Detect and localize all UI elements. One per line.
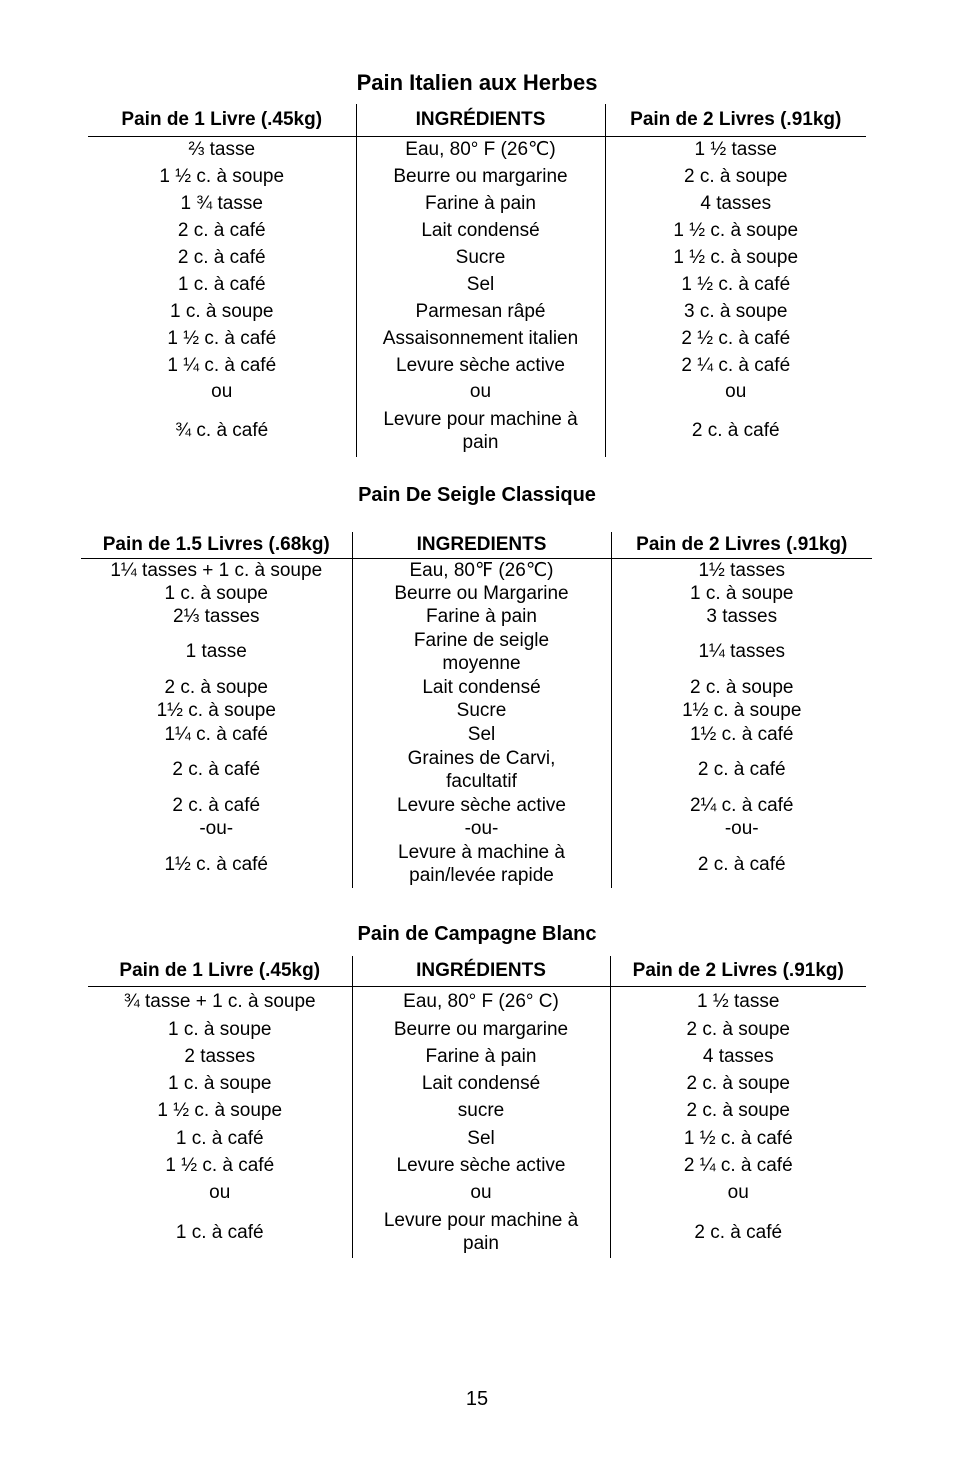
table-row — [88, 163, 866, 190]
quantity-large-cell: 1½ tasses — [698, 559, 786, 581]
ingredient-cell: Parmesan râpé — [356, 298, 605, 325]
quantity-small-cell: 2 c. à café — [172, 794, 261, 816]
quantity-small-cell: -ou- — [199, 818, 234, 839]
table-row — [88, 1070, 866, 1097]
ingredient-cell: Assaisonnement italien — [356, 325, 605, 352]
table-row — [88, 1179, 866, 1206]
quantity-large-cell: 1 ½ c. à soupe — [673, 247, 799, 268]
ingredient-cell: Levure pour machine à pain — [356, 404, 605, 457]
header-cell: INGRÉDIENTS — [356, 104, 605, 136]
quantity-large-cell: 2 c. à soupe — [686, 1019, 791, 1040]
ingredient-cell: Levure pour machine à pain — [352, 1206, 610, 1258]
quantity-large-cell: 2 c. à café — [691, 420, 780, 441]
recipe-title: Pain Italien aux Herbes — [356, 70, 598, 95]
quantity-large-cell: 1 ½ c. à café — [681, 274, 791, 295]
quantity-small-cell: 1 c. à café — [175, 1127, 264, 1149]
table-row — [81, 840, 872, 888]
header-cell: Pain de 2 Livres (.91kg) — [610, 956, 866, 986]
quantity-large-cell: 1 ½ tasse — [697, 990, 780, 1012]
quantity-large-cell: ou — [725, 381, 747, 402]
ingredient-cell: Levure sèche active — [352, 1152, 610, 1179]
quantity-small-cell: 1 c. à soupe — [164, 583, 269, 604]
recipe-table — [81, 532, 872, 888]
quantity-small-cell: 1½ c. à soupe — [156, 700, 276, 721]
quantity-large-cell: 3 tasses — [706, 606, 778, 627]
table-row — [81, 605, 872, 628]
table-row — [88, 1016, 866, 1043]
quantity-small-cell: 1½ c. à café — [164, 853, 268, 875]
ingredient-cell: Eau, 80° F (26℃) — [356, 136, 605, 163]
quantity-small-cell: 1 ½ c. à soupe — [157, 1100, 283, 1121]
recipe-classic-rye-bread — [0, 470, 954, 920]
quantity-small-cell: 1 ½ c. à café — [165, 1155, 275, 1176]
quantity-large-cell: 1 ½ c. à café — [683, 1127, 793, 1149]
quantity-large-cell: 2 c. à soupe — [683, 166, 788, 187]
ingredient-cell: Farine à pain — [352, 1043, 610, 1070]
quantity-small-cell: 1¼ tasses + 1 c. à soupe — [110, 559, 323, 581]
ingredient-cell: Beurre ou margarine — [356, 163, 605, 190]
ingredient-cell: Farine de seigle moyenne — [352, 628, 611, 675]
quantity-large-cell: ou — [727, 1182, 749, 1203]
quantity-small-cell: 1 ¾ tasse — [180, 193, 263, 214]
header-cell: Pain de 1 Livre (.45kg) — [88, 956, 352, 986]
ingredient-cell: Farine à pain — [356, 190, 605, 217]
header-cell: Pain de 1.5 Livres (.68kg) — [81, 532, 352, 558]
quantity-large-cell: 1 c. à soupe — [689, 583, 794, 604]
quantity-large-cell: 2¼ c. à café — [689, 794, 794, 816]
table-row — [88, 325, 866, 352]
ingredient-cell: Sel — [352, 722, 611, 746]
quantity-small-cell: 2 c. à soupe — [164, 676, 269, 698]
ingredient-cell: Lait condensé — [352, 675, 611, 699]
recipe-table — [88, 956, 866, 1258]
quantity-small-cell: 2 tasses — [184, 1046, 256, 1067]
table-row — [88, 136, 866, 163]
quantity-small-cell: ⅔ tasse — [188, 139, 256, 161]
ingredient-cell: Farine à pain — [352, 605, 611, 628]
ingredient-cell: Levure à machine à pain/levée rapide — [352, 840, 611, 888]
quantity-small-cell: 1 c. à soupe — [167, 1019, 272, 1040]
quantity-small-cell: ¾ tasse + 1 c. à soupe — [123, 990, 316, 1012]
ingredient-cell: sucre — [352, 1097, 610, 1124]
header-cell: Pain de 2 Livres (.91kg) — [605, 104, 866, 136]
table-row — [88, 190, 866, 217]
table-row — [88, 379, 866, 404]
ingredient-cell: Sucre — [356, 244, 605, 271]
recipe-white-country-bread — [0, 920, 954, 1280]
ingredient-cell: Levure sèche active — [356, 352, 605, 379]
header-cell: Pain de 1 Livre (.45kg) — [88, 104, 356, 136]
table-row — [88, 1206, 866, 1258]
quantity-large-cell: 2 c. à soupe — [686, 1100, 791, 1121]
quantity-large-cell: 1 ½ tasse — [694, 139, 777, 161]
ingredient-cell: Eau, 80° F (26° C) — [352, 986, 610, 1016]
recipe-table — [88, 104, 866, 457]
table-row — [88, 1043, 866, 1070]
quantity-large-cell: 3 c. à soupe — [683, 301, 788, 322]
quantity-large-cell: 1½ c. à café — [689, 723, 794, 745]
table-row — [81, 699, 872, 722]
table-row — [88, 352, 866, 379]
ingredient-cell: ou — [356, 379, 605, 404]
table-row — [81, 746, 872, 793]
quantity-small-cell: 2 c. à café — [177, 220, 266, 241]
quantity-large-cell: 1 ½ c. à soupe — [673, 220, 799, 241]
table-row — [81, 558, 872, 582]
quantity-large-cell: 4 tasses — [702, 1046, 774, 1067]
table-row — [88, 298, 866, 325]
quantity-small-cell: 1 ½ c. à café — [167, 328, 277, 349]
ingredient-cell: Lait condensé — [356, 217, 605, 244]
recipe-title: Pain de Campagne Blanc — [357, 923, 597, 945]
table-row — [88, 1124, 866, 1152]
ingredient-cell: Beurre ou Margarine — [352, 582, 611, 605]
ingredient-cell: -ou- — [352, 817, 611, 840]
quantity-small-cell: 1¼ c. à café — [164, 723, 268, 745]
quantity-small-cell: 1 tasse — [185, 641, 247, 662]
table-row — [88, 244, 866, 271]
quantity-large-cell: 1½ c. à soupe — [682, 700, 802, 721]
table-row — [88, 404, 866, 457]
table-row — [88, 986, 866, 1016]
quantity-small-cell: 1 c. à café — [177, 274, 266, 295]
quantity-large-cell: 2 c. à café — [697, 759, 786, 780]
quantity-small-cell: ou — [209, 1182, 231, 1203]
quantity-small-cell: 2⅓ tasses — [172, 606, 260, 627]
quantity-small-cell: ¾ c. à café — [175, 420, 269, 441]
quantity-large-cell: 2 c. à soupe — [689, 676, 794, 698]
ingredient-cell: Eau, 80℉ (26℃) — [352, 558, 611, 582]
header-cell: INGRÉDIENTS — [352, 956, 610, 986]
quantity-small-cell: 1 c. à soupe — [169, 301, 274, 322]
quantity-small-cell: 1 c. à café — [175, 1221, 264, 1243]
header-cell: INGREDIENTS — [352, 532, 611, 558]
quantity-large-cell: 2 ½ c. à café — [681, 328, 791, 349]
table-row — [88, 271, 866, 298]
ingredient-cell: Sucre — [352, 699, 611, 722]
ingredient-cell: ou — [352, 1179, 610, 1206]
quantity-small-cell: 1 c. à soupe — [167, 1073, 272, 1094]
quantity-small-cell: 1 ½ c. à soupe — [159, 166, 285, 187]
ingredient-cell: Graines de Carvi, facultatif — [352, 746, 611, 793]
table-row — [81, 817, 872, 840]
quantity-large-cell: 2 c. à soupe — [686, 1073, 791, 1094]
quantity-large-cell: 1¼ tasses — [698, 641, 786, 662]
recipe-title: Pain De Seigle Classique — [358, 484, 596, 506]
table-row — [88, 217, 866, 244]
ingredient-cell: Sel — [352, 1124, 610, 1152]
ingredient-cell: Beurre ou margarine — [352, 1016, 610, 1043]
page-number: 15 — [465, 1388, 489, 1410]
table-row — [81, 675, 872, 699]
recipe-italian-herb-bread — [0, 0, 954, 470]
ingredient-cell: Lait condensé — [352, 1070, 610, 1097]
quantity-small-cell: ou — [211, 381, 233, 402]
quantity-large-cell: 4 tasses — [700, 193, 772, 214]
quantity-small-cell: 2 c. à café — [177, 247, 266, 268]
table-row — [81, 582, 872, 605]
table-row — [81, 628, 872, 675]
table-row — [81, 793, 872, 817]
quantity-large-cell: 2 c. à café — [697, 853, 786, 875]
quantity-large-cell: 2 ¼ c. à café — [683, 1155, 793, 1176]
quantity-small-cell: 1 ¼ c. à café — [167, 355, 277, 376]
header-cell: Pain de 2 Livres (.91kg) — [611, 532, 872, 558]
quantity-small-cell: 2 c. à café — [172, 759, 261, 780]
quantity-large-cell: -ou- — [724, 818, 759, 839]
table-row — [81, 722, 872, 746]
ingredient-cell: Levure sèche active — [352, 793, 611, 817]
table-row — [88, 1097, 866, 1124]
quantity-large-cell: 2 ¼ c. à café — [681, 355, 791, 376]
quantity-large-cell: 2 c. à café — [694, 1221, 783, 1243]
table-row — [88, 1152, 866, 1179]
ingredient-cell: Sel — [356, 271, 605, 298]
